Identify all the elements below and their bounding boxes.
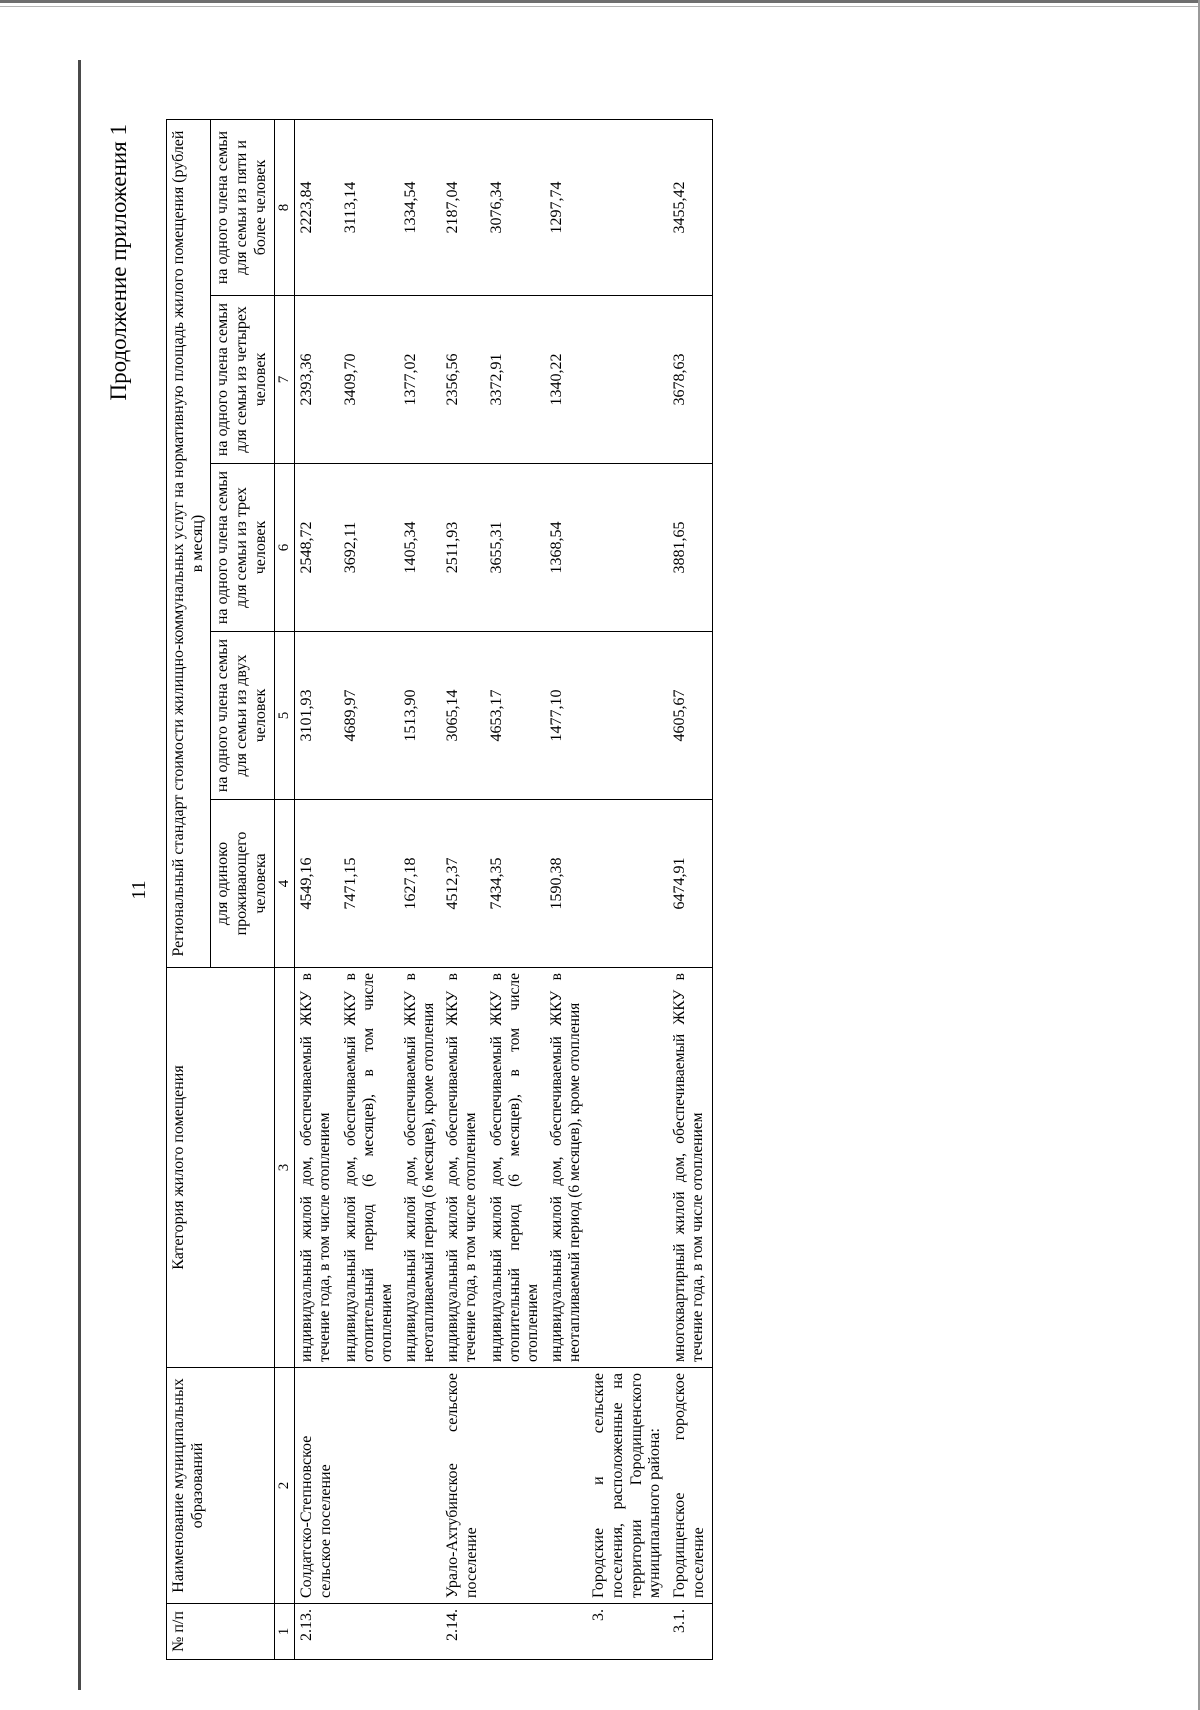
table-row — [545, 120, 587, 1660]
column-number: 6 — [274, 464, 295, 632]
value-five-plus: 3076,34 — [485, 120, 545, 296]
value-two: 3065,14 — [441, 632, 484, 800]
value-five-plus: 2223,84 — [295, 120, 339, 296]
table-row — [339, 120, 399, 1660]
housing-category: индивидуальный жилой дом, обеспечиваемый ЖКУ в течение года, в том числе отоплением — [295, 968, 339, 1368]
value-two: 4653,17 — [485, 632, 545, 800]
value-four: 1377,02 — [399, 296, 441, 464]
value-two: 1513,90 — [399, 632, 441, 800]
row-number: 3.1. — [668, 1604, 712, 1660]
column-number-row — [274, 120, 295, 1660]
row-number: 2.13. — [295, 1604, 339, 1660]
value-single: 6474,91 — [668, 800, 712, 968]
value-five-plus: 1334,54 — [399, 120, 441, 296]
header-col-6: на одного члена семьи для семьи из трех человек — [211, 464, 274, 632]
row-number — [485, 1604, 545, 1660]
value-four: 3372,91 — [485, 296, 545, 464]
housing-category: многоквартирный жилой дом, обеспечиваемый ЖКУ в течение года, в том числе отоплением — [668, 968, 712, 1368]
row-number — [545, 1604, 587, 1660]
value-single: 7471,15 — [339, 800, 399, 968]
housing-category: индивидуальный жилой дом, обеспечиваемый ЖКУ в неотапливаемый период (6 месяцев), кроме отопления — [545, 968, 587, 1368]
value-four: 2393,36 — [295, 296, 339, 464]
column-number: 8 — [274, 120, 295, 296]
header-col-7: на одного члена семьи для семьи из четырех человек — [211, 296, 274, 464]
table-row — [295, 120, 339, 1660]
value-three: 3692,11 — [339, 464, 399, 632]
table-row — [587, 120, 668, 1660]
column-number: 4 — [274, 800, 295, 968]
table-row — [668, 120, 712, 1660]
value-three: 2548,72 — [295, 464, 339, 632]
column-number: 5 — [274, 632, 295, 800]
table-row — [399, 120, 441, 1660]
header-name: Наименование муниципальных образований — [167, 1368, 275, 1604]
value-five-plus: 2187,04 — [441, 120, 484, 296]
value-three: 2511,93 — [441, 464, 484, 632]
value-four — [587, 296, 668, 464]
header-standard-group: Региональный стандарт стоимости жилищно-коммунальных услуг на нормативную площадь жилого помещения (рублей в месяц) — [167, 120, 211, 968]
municipality-name — [399, 1368, 441, 1604]
header-num: № п/п — [167, 1604, 275, 1660]
value-five-plus: 1297,74 — [545, 120, 587, 296]
municipality-name — [485, 1368, 545, 1604]
value-three: 1405,34 — [399, 464, 441, 632]
value-three: 3655,31 — [485, 464, 545, 632]
scan-edge-left — [78, 60, 81, 1690]
row-number — [339, 1604, 399, 1660]
value-four: 1340,22 — [545, 296, 587, 464]
column-number: 2 — [274, 1368, 295, 1604]
value-three — [587, 464, 668, 632]
row-number: 3. — [587, 1604, 668, 1660]
value-five-plus — [587, 120, 668, 296]
value-two: 4605,67 — [668, 632, 712, 800]
value-two — [587, 632, 668, 800]
value-five-plus: 3113,14 — [339, 120, 399, 296]
housing-category: индивидуальный жилой дом, обеспечиваемый ЖКУ в течение года, в том числе отоплением — [441, 968, 484, 1368]
housing-category — [587, 968, 668, 1368]
value-two: 4689,97 — [339, 632, 399, 800]
table-row — [485, 120, 545, 1660]
municipality-name: Солдатско-Степновское сельское поселение — [295, 1368, 339, 1604]
value-single: 4512,37 — [441, 800, 484, 968]
value-single: 1627,18 — [399, 800, 441, 968]
header-col-5: на одного члена семьи для семьи из двух человек — [211, 632, 274, 800]
header-category: Категория жилого помещения — [167, 968, 275, 1368]
municipality-name — [339, 1368, 399, 1604]
value-four: 3678,63 — [668, 296, 712, 464]
column-number: 7 — [274, 296, 295, 464]
value-single: 1590,38 — [545, 800, 587, 968]
value-three: 3881,65 — [668, 464, 712, 632]
housing-standard-table — [166, 119, 713, 1660]
header-col-8: на одного члена семьи для семьи из пяти и более человек — [211, 120, 274, 296]
column-number: 3 — [274, 968, 295, 1368]
column-number: 1 — [274, 1604, 295, 1660]
value-four: 3409,70 — [339, 296, 399, 464]
value-single: 7434,35 — [485, 800, 545, 968]
value-single: 4549,16 — [295, 800, 339, 968]
value-five-plus: 3455,42 — [668, 120, 712, 296]
municipality-name: Урало-Ахтубинское сельское поселение — [441, 1368, 484, 1604]
value-single — [587, 800, 668, 968]
housing-category: индивидуальный жилой дом, обеспечиваемый ЖКУ в отопительный период (6 месяцев), в том числе отоплением — [339, 968, 399, 1368]
header-col-4: для одиноко проживающего человека — [211, 800, 274, 968]
page-number: 11 — [128, 880, 150, 900]
table-row — [441, 120, 484, 1660]
value-two: 1477,10 — [545, 632, 587, 800]
housing-category: индивидуальный жилой дом, обеспечиваемый ЖКУ в неотапливаемый период (6 месяцев), кроме отопления — [399, 968, 441, 1368]
row-number — [399, 1604, 441, 1660]
municipality-name: Городищенское городское поселение — [668, 1368, 712, 1604]
value-three: 1368,54 — [545, 464, 587, 632]
value-two: 3101,93 — [295, 632, 339, 800]
municipality-name: Городские и сельские поселения, расположенные на территории Городищенского муниципального района: — [587, 1368, 668, 1604]
value-four: 2356,56 — [441, 296, 484, 464]
scan-edge-line — [0, 6, 1200, 7]
continuation-caption: Продолжение приложения 1 — [106, 124, 131, 401]
rotated-document-page — [100, 120, 1100, 1660]
housing-category: индивидуальный жилой дом, обеспечиваемый ЖКУ в отопительный период (6 месяцев), в том числе отоплением — [485, 968, 545, 1368]
municipality-name — [545, 1368, 587, 1604]
row-number: 2.14. — [441, 1604, 484, 1660]
scan-edge-top — [0, 0, 1200, 3]
